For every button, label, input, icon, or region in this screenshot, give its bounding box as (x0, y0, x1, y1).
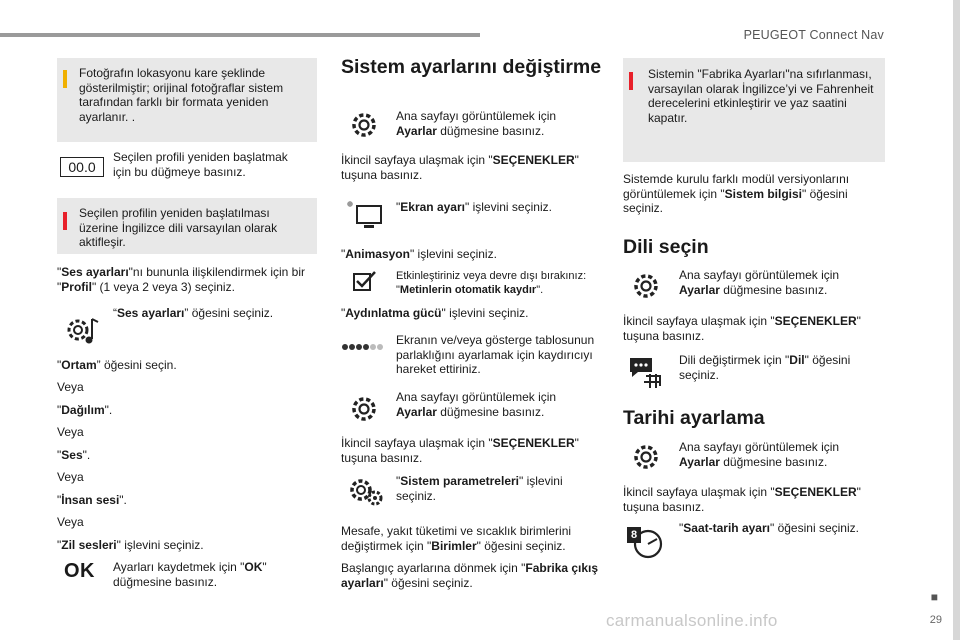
or-text: Veya (57, 515, 84, 529)
section-title-date: Tarihi ayarlama (623, 407, 765, 429)
page-number: 29 (929, 614, 942, 626)
slider-dots-icon (341, 342, 387, 352)
para-open-settings-2: Ana sayfayı görüntülemek için Ayarlar düğmesine basınız. (396, 390, 557, 419)
info-mark-icon (63, 70, 67, 88)
para-animation: "Animasyon" işlevini seçiniz. (341, 247, 497, 261)
language-icon (626, 354, 664, 390)
warning-box-2 (623, 58, 885, 162)
page-edge-strip (953, 0, 960, 640)
section-title-language: Dili seçin (623, 236, 709, 258)
gear-icon (349, 110, 379, 140)
screen-brightness-icon (344, 197, 384, 233)
para-factory-reset: Başlangıç ayarlarına dönmek için "Fabrika çıkış ayarları" öğesini seçiniz. (341, 561, 599, 590)
para-ses: "Ses". (57, 448, 91, 462)
para-sound-settings: “Ses ayarları” öğesini seçiniz. (113, 306, 274, 320)
para-date-open-settings: Ana sayfayı görüntülemek için Ayarlar düğmesine basınız. (679, 440, 840, 469)
para-brightness-slider: Ekranın ve/veya gösterge tablosunun parlaklığını ayarlamak için kaydırıcıyı hareket ettiriniz. (396, 333, 595, 376)
warning-mark-icon (63, 212, 67, 230)
section-title-system-settings: Sistem ayarlarını değiştirme (341, 56, 602, 78)
para-ortam: "Ortam” öğesini seçin. (57, 358, 177, 372)
gear-icon (349, 394, 379, 424)
or-text: Veya (57, 380, 84, 394)
warning-mark-icon (629, 72, 633, 90)
gear-icon (631, 442, 661, 472)
info-note-box (57, 58, 317, 142)
para-open-settings: Ana sayfayı görüntülemek için Ayarlar düğmesine basınız. (396, 109, 557, 138)
system-parameters-icon (347, 476, 385, 508)
header-rule (0, 33, 480, 37)
para-lang-options: İkincil sayfaya ulaşmak için "SEÇENEKLER" tuşuna basınız. (623, 314, 861, 343)
para-brightness: "Aydınlatma gücü" işlevini seçiniz. (341, 306, 529, 320)
para-insan-sesi: "İnsan sesi". (57, 493, 127, 507)
checkbox-icon (352, 270, 378, 294)
info-note-text: Fotoğrafın lokasyonu kare şeklinde gösterilmiştir; orijinal fotoğraflar sistem tarafından farklı bir formata yeniden ayarlanır. . (79, 66, 284, 124)
reset-profile-text: Seçilen profili yeniden başlatmak için bu düğmeye basınız. (113, 150, 288, 179)
warning-box-1 (57, 198, 317, 254)
gear-icon (631, 271, 661, 301)
para-system-parameters: "Sistem parametreleri" işlevini seçiniz. (396, 474, 563, 503)
para-profile: "Ses ayarları"nı bununla ilişkilendirmek için bir "Profil" (1 veya 2 veya 3) seçiniz. (57, 265, 305, 294)
para-autoscroll: Etkinleştiriniz veya devre dışı bırakınız: "Metinlerin otomatik kaydır". (396, 270, 587, 296)
para-ok: Ayarları kaydetmek için "OK" düğmesine basınız. (113, 560, 267, 589)
para-zil-sesleri: "Zil sesleri" işlevini seçiniz. (57, 538, 204, 552)
page-header-title: PEUGEOT Connect Nav (743, 28, 884, 42)
or-text: Veya (57, 470, 84, 484)
para-options-2: İkincil sayfaya ulaşmak için "SEÇENEKLER" tuşuna basınız. (341, 436, 579, 465)
ok-icon: OK (64, 560, 95, 582)
para-system-info: Sistemde kurulu farklı modül versiyonlarını görüntülemek için "Sistem bilgisi" öğesini seçiniz. (623, 172, 850, 215)
para-date-options: İkincil sayfaya ulaşmak için "SEÇENEKLER" tuşuna basınız. (623, 485, 861, 514)
para-options: İkincil sayfaya ulaşmak için "SEÇENEKLER" tuşuna basınız. (341, 153, 579, 182)
para-time-date: "Saat-tarih ayarı" öğesini seçiniz. (679, 521, 859, 535)
para-units: Mesafe, yakıt tüketimi ve sıcaklık birimlerini değiştirmek için "Birimler" öğesini seçiniz. (341, 524, 572, 553)
reset-profile-icon: 00.0 (60, 157, 104, 177)
warning-text-1: Seçilen profilin yeniden başlatılması üzerine İngilizce dili varsayılan olarak aktifleşir. (79, 206, 278, 249)
para-dagilim: "Dağılım". (57, 403, 113, 417)
sound-settings-icon (62, 313, 102, 347)
para-lang-open-settings: Ana sayfayı görüntülemek için Ayarlar düğmesine basınız. (679, 268, 840, 297)
para-change-language: Dili değiştirmek için "Dil" öğesini seçiniz. (679, 353, 851, 382)
or-text: Veya (57, 425, 84, 439)
warning-text-2: Sistemin "Fabrika Ayarları"na sıfırlanması, varsayılan olarak İngilizce’yi ve Fahrenheit derecelerini etkinleştirir ve yaz saatini kapatır. (648, 67, 874, 125)
watermark: carmanualsonline.info (606, 611, 778, 630)
page-marker-icon: ■ (930, 590, 938, 604)
para-screen-settings: "Ekran ayarı" işlevini seçiniz. (396, 200, 552, 214)
step-badge: 8 (627, 527, 641, 543)
